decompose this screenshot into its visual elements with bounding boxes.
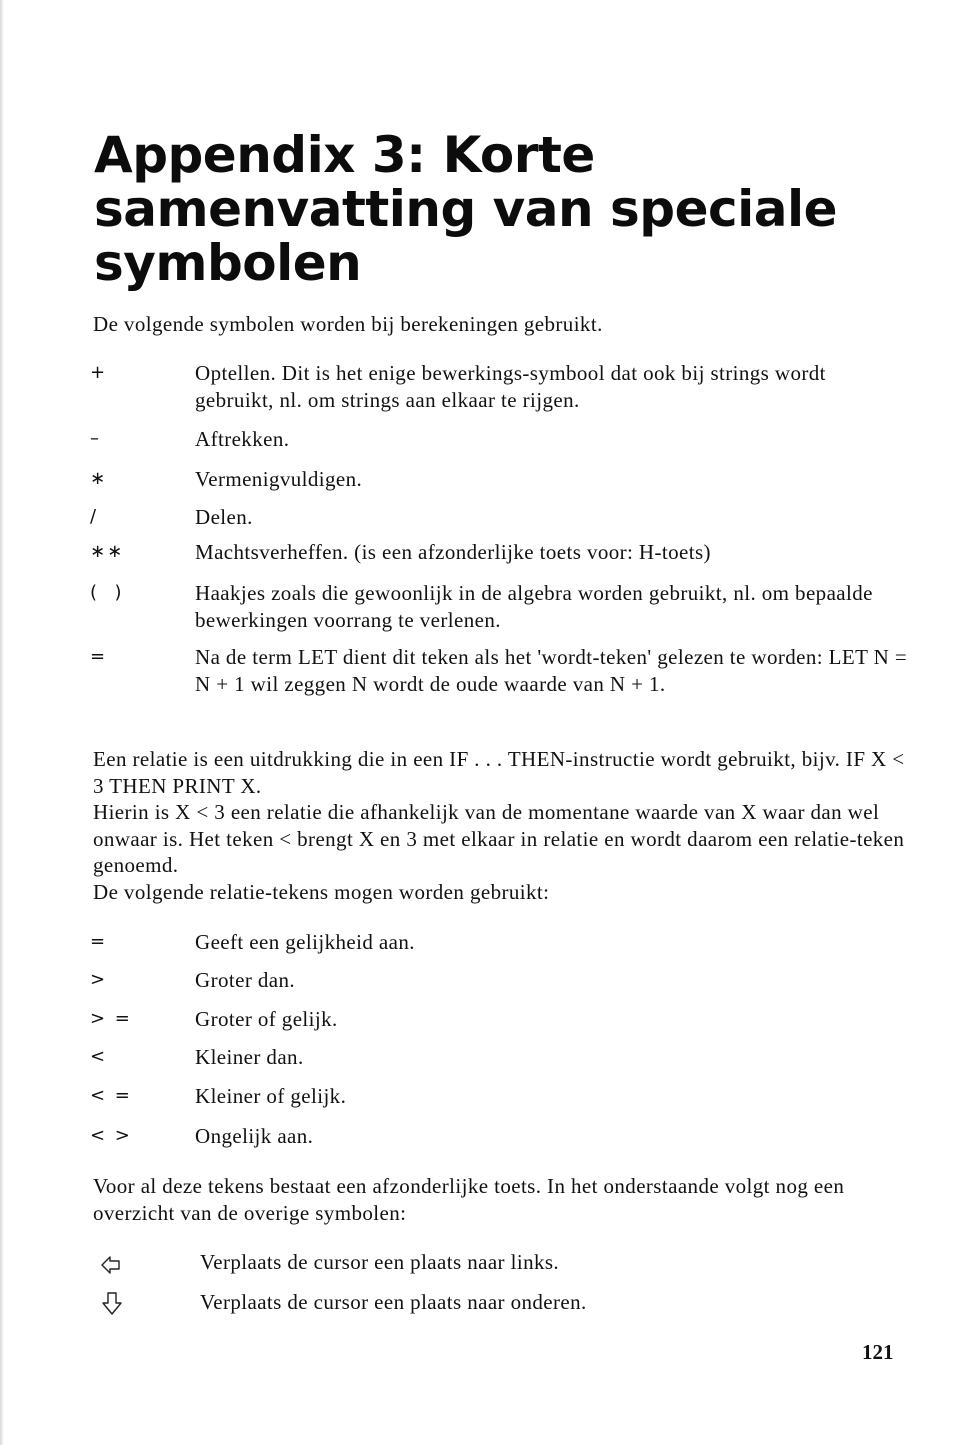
intro-text: De volgende symbolen worden bij berekeningen gebruikt. (93, 312, 603, 336)
page-title (94, 128, 934, 290)
relation-paragraph (93, 746, 913, 905)
relation-paragraph-line: De volgende relatie-tekens mogen worden gebruikt: (93, 879, 550, 904)
arrow-down-icon (98, 1290, 126, 1318)
relation-description: Groter dan. (195, 968, 296, 992)
relation-paragraph-line: Hierin is X < 3 een relatie die afhankelijk van de momentane waarde van X waar dan wel onwaar is. Het teken < brengt X en 3 met elkaar in relatie en wordt daarom een relatie-teken genoemd. (93, 800, 905, 877)
operator-symbol: ∗ (90, 468, 108, 489)
operator-description: Delen. (195, 505, 253, 529)
relation-symbol: < > (90, 1125, 132, 1146)
arrow-left-icon (98, 1251, 126, 1279)
operator-symbol: / (90, 506, 99, 527)
operator-description: Na de term LET dient dit teken als het 'wordt-teken' gelezen te worden: LET N = N + 1 wil zeggen N wordt de oude waarde van N + 1. (195, 645, 908, 696)
operator-description: Machtsverheffen. (is een afzonderlijke toets voor: H-toets) (195, 540, 711, 564)
relation-description: Ongelijk aan. (195, 1124, 314, 1148)
relation-symbol: > (90, 969, 108, 990)
operator-symbol: + (90, 362, 108, 383)
operator-description: Haakjes zoals die gewoonlijk in de algebra worden gebruikt, nl. om bepaalde bewerkingen voorrang te verlenen. (195, 581, 873, 632)
operator-description: Aftrekken. (195, 427, 290, 451)
cursor-key-description: Verplaats de cursor een plaats naar onderen. (200, 1290, 587, 1314)
operator-description: Vermenigvuldigen. (195, 467, 363, 491)
arrow-down-icon-svg (98, 1290, 126, 1318)
relation-description: Kleiner of gelijk. (195, 1084, 347, 1108)
operator-symbol: – (90, 428, 101, 449)
title-line-3: symbolen (94, 234, 362, 292)
operator-symbol: = (90, 646, 108, 667)
relation-description: Kleiner dan. (195, 1045, 304, 1069)
relation-symbol: > = (90, 1008, 132, 1029)
page-number: 121 (862, 1340, 894, 1364)
title-line-1: Appendix 3: Korte (94, 126, 595, 184)
relation-paragraph-line: Een relatie is een uitdrukking die in een IF . . . THEN-instructie wordt gebruikt, bijv. IF X < 3 THEN PRINT X. (93, 747, 905, 798)
page-edge-shadow (0, 0, 4, 1445)
title-line-2: samenvatting van speciale (94, 180, 838, 238)
operator-symbol: ∗∗ (90, 541, 125, 562)
operator-symbol: ( ) (90, 582, 124, 603)
relation-description: Groter of gelijk. (195, 1007, 338, 1031)
relation-description: Geeft een gelijkheid aan. (195, 930, 415, 954)
arrow-left-icon-svg (98, 1251, 126, 1279)
relation-symbol: = (90, 931, 108, 952)
cursor-key-description: Verplaats de cursor een plaats naar links. (200, 1250, 560, 1274)
operator-description: Optellen. Dit is het enige bewerkings-symbool dat ook bij strings wordt gebruikt, nl. om strings aan elkaar te rijgen. (195, 361, 826, 412)
relation-symbol: < (90, 1046, 108, 1067)
relation-symbol: < = (90, 1085, 132, 1106)
keys-paragraph: Voor al deze tekens bestaat een afzonderlijke toets. In het onderstaande volgt nog een overzicht van de overige symbolen: (93, 1174, 845, 1225)
